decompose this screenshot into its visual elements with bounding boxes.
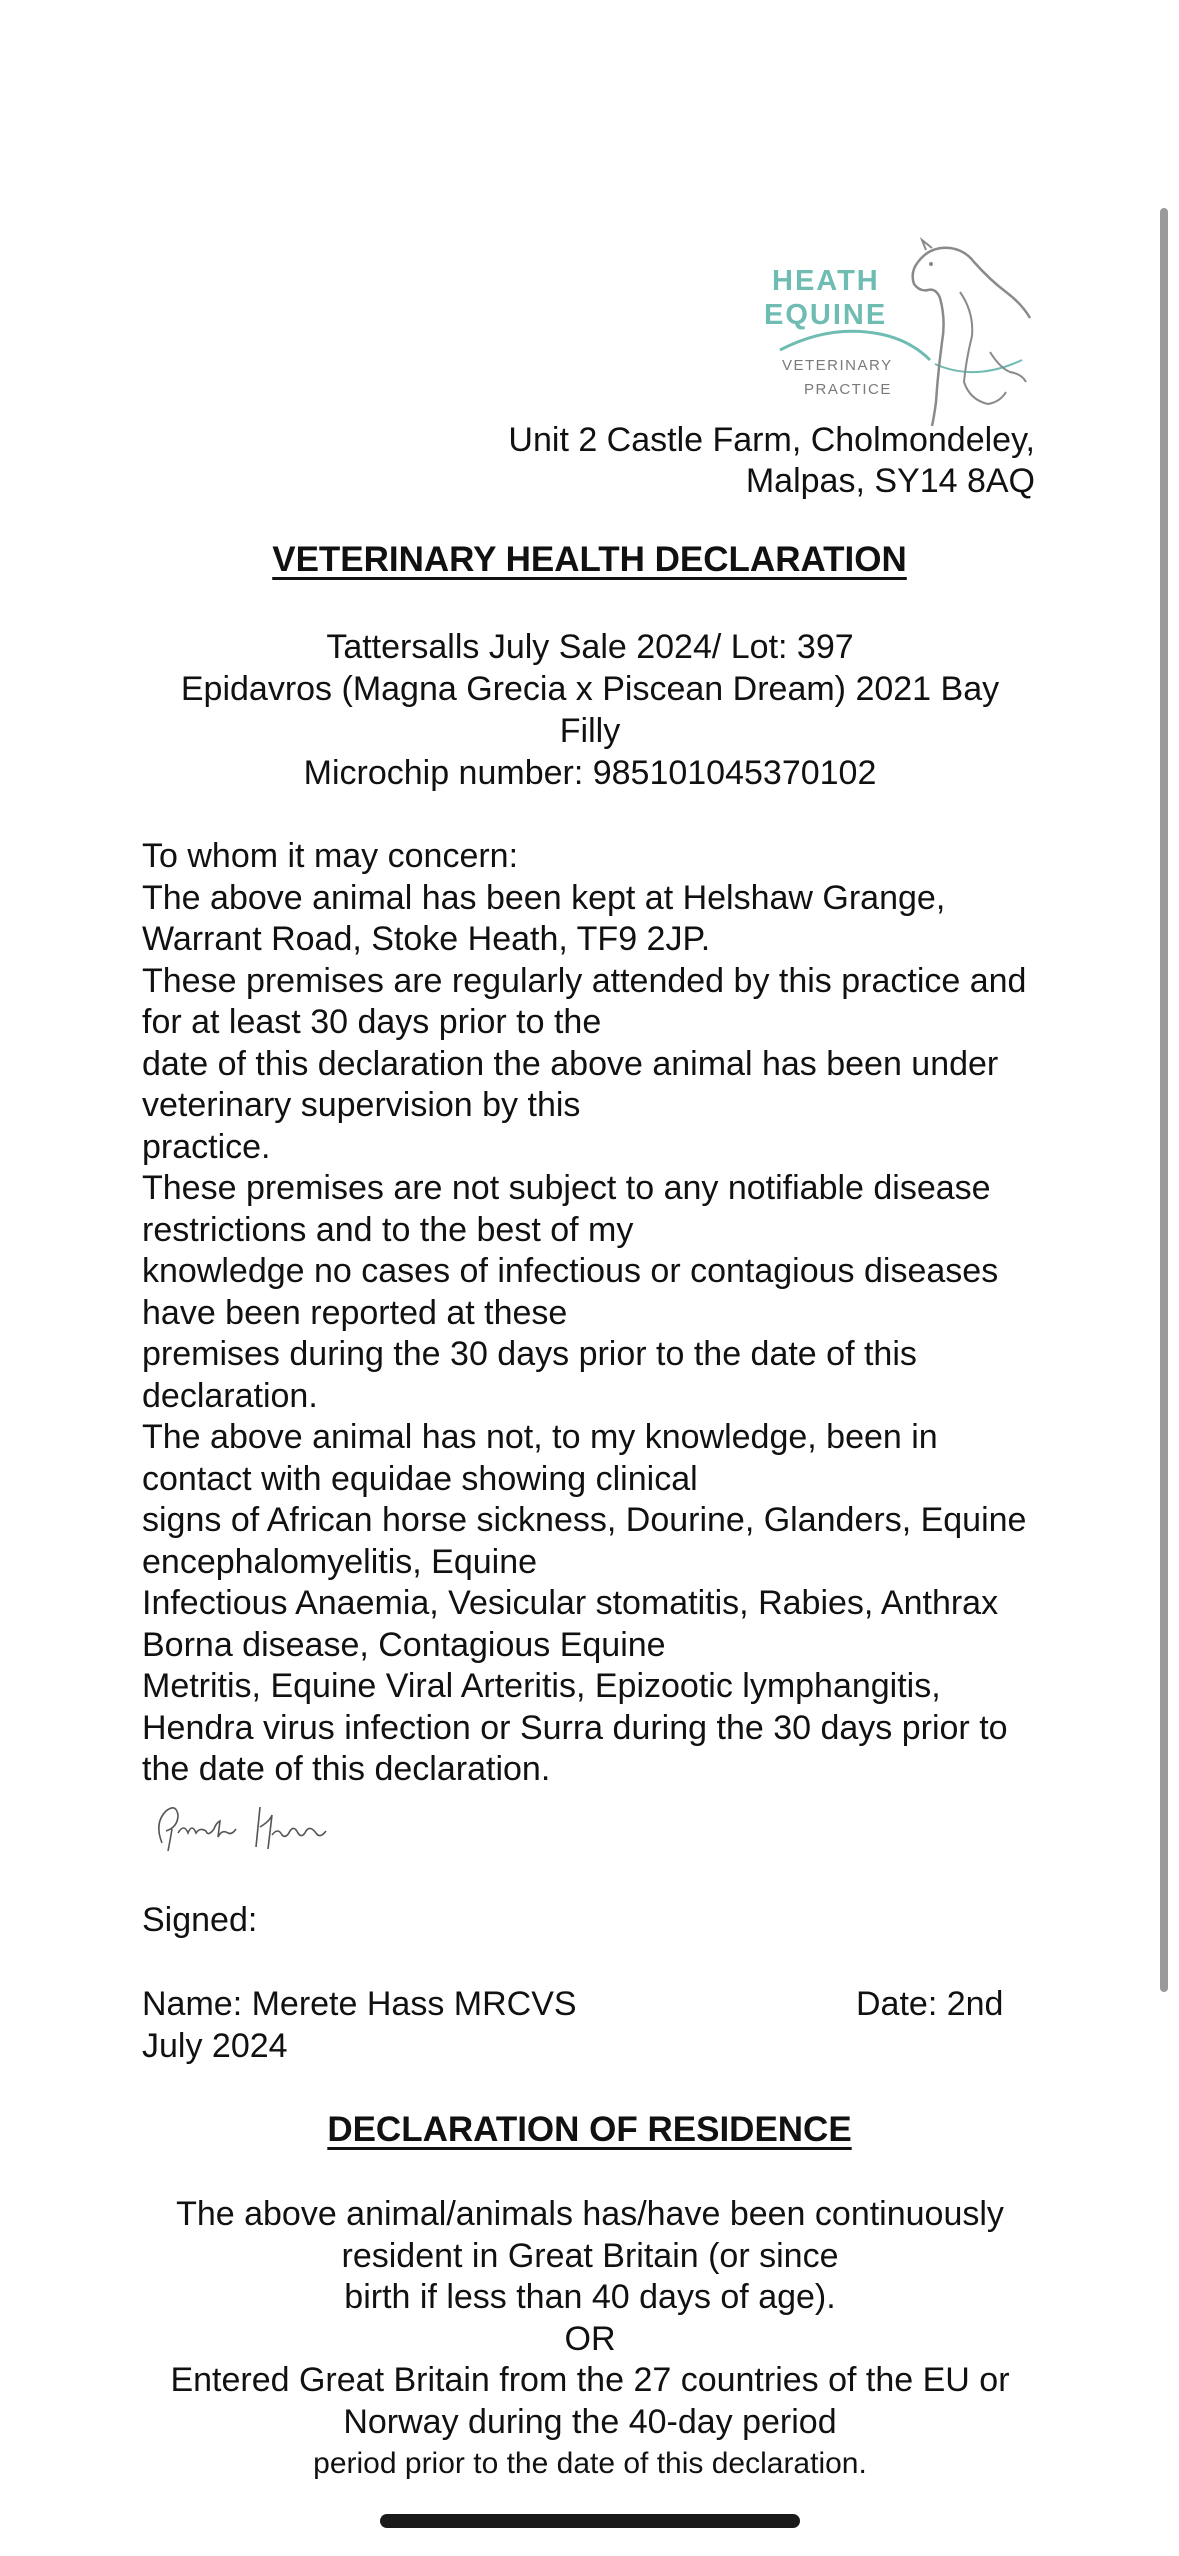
logo-practice: PRACTICE <box>804 381 892 398</box>
signed-label: Signed: <box>142 1901 258 1939</box>
residence-line-1: The above animal/animals has/have been continuously <box>176 2195 1004 2233</box>
lot-details <box>150 626 1030 794</box>
signature-date: Date: 2nd <box>856 1985 1004 2023</box>
signatory-name: Name: Merete Hass MRCVS <box>142 1985 577 2023</box>
signatory-line <box>142 1984 1042 2067</box>
contact-paragraph-a: The above animal has not, to my knowledge, been in contact with equidae showing clinical <box>142 1418 938 1498</box>
residence-declaration-title: DECLARATION OF RESIDENCE <box>327 2110 852 2149</box>
disease-paragraph-c: premises during the 30 days prior to the date of this declaration. <box>142 1335 917 1415</box>
address-line-2: Malpas, SY14 8AQ <box>745 462 1035 500</box>
signature-icon <box>148 1793 338 1863</box>
supervision-paragraph-b: date of this declaration the above animal has been under veterinary supervision by this <box>142 1044 999 1124</box>
practice-address <box>508 420 1035 502</box>
sale-lot-line: Tattersalls July Sale 2024/ Lot: 397 <box>326 628 854 666</box>
logo-heath: HEATH <box>772 265 880 297</box>
residence-line-3: birth if less than 40 days of age). <box>344 2278 836 2316</box>
residence-or: OR <box>564 2319 616 2358</box>
supervision-paragraph-a: These premises are regularly attended by this practice and for at least 30 days prior to the <box>142 961 1027 1041</box>
contact-paragraph-b: signs of African horse sickness, Dourine, Glanders, Equine encephalomyelitis, Equine <box>142 1501 1027 1581</box>
residence-declaration-body <box>140 2194 1040 2485</box>
disease-paragraph-b: knowledge no cases of infectious or contagious diseases have been reported at these <box>142 1252 999 1332</box>
contact-paragraph-d: Metritis, Equine Viral Arteritis, Epizootic lymphangitis, Hendra virus infection or Surra during the 30 days prior to the date of this declaration. <box>142 1667 1008 1788</box>
greeting: To whom it may concern: <box>142 837 519 875</box>
residence-line-5: Entered Great Britain from the 27 countries of the EU or <box>170 2361 1010 2399</box>
declaration-body <box>142 836 1042 1791</box>
signature-date-continued: July 2024 <box>142 2026 288 2065</box>
handwritten-signature <box>148 1793 338 1863</box>
horse-pedigree-line: Epidavros (Magna Grecia x Piscean Dream) 2021 Bay <box>180 670 1000 708</box>
vertical-scrollbar[interactable] <box>1160 208 1168 1992</box>
microchip-line: Microchip number: 985101045370102 <box>303 754 877 792</box>
residence-line-6: Norway during the 40-day period <box>343 2402 837 2441</box>
logo-veterinary: VETERINARY <box>782 357 893 374</box>
address-line-1: Unit 2 Castle Farm, Cholmondeley, <box>508 421 1035 459</box>
supervision-paragraph-c: practice. <box>142 1127 271 1166</box>
horse-sex-line: Filly <box>559 712 621 750</box>
residence-line-2: resident in Great Britain (or since <box>341 2236 839 2275</box>
premises-paragraph: The above animal has been kept at Helshaw Grange, Warrant Road, Stoke Heath, TF9 2JP. <box>142 878 946 958</box>
logo-equine: EQUINE <box>764 299 888 331</box>
disease-paragraph-a: These premises are not subject to any notifiable disease restrictions and to the best of my <box>142 1169 991 1249</box>
health-declaration-title: VETERINARY HEALTH DECLARATION <box>272 540 907 579</box>
practice-logo <box>760 232 1050 432</box>
horse-logo-icon <box>760 232 1050 432</box>
home-indicator[interactable] <box>380 2514 800 2528</box>
contact-paragraph-c: Infectious Anaemia, Vesicular stomatitis, Rabies, Anthrax Borna disease, Contagious Equine <box>142 1584 999 1664</box>
residence-line-7: period prior to the date of this declaration. <box>313 2447 867 2480</box>
